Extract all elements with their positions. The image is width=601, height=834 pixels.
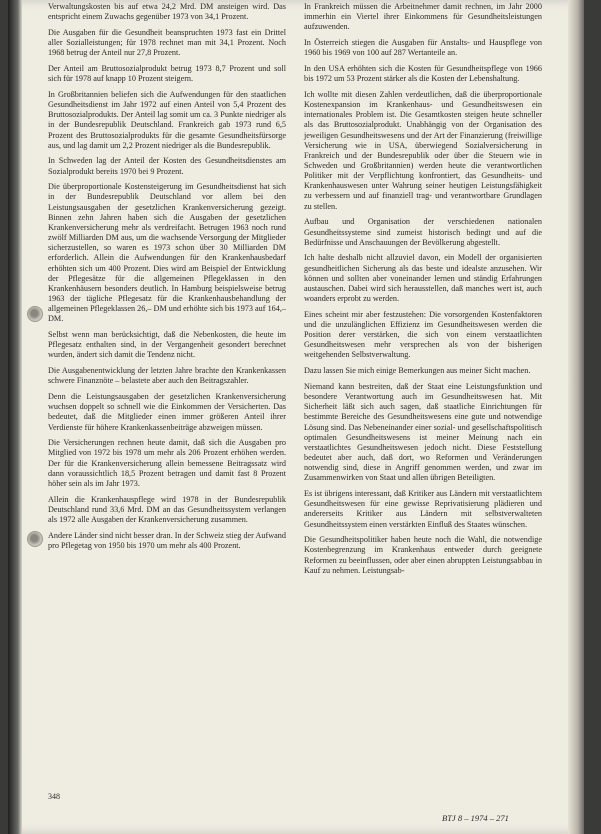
punch-hole	[27, 531, 43, 547]
right-text-column	[304, 2, 542, 582]
paragraph: In Frankreich müssen die Arbeitnehmer damit rechnen, im Jahr 2000 immerhin ein Viertel ihrer Einkommens für Gesundheitsleistungen aufzuwenden.	[304, 2, 542, 32]
paragraph: Eines scheint mir aber festzustehen: Die vorsorgenden Kostenfaktoren und die unzulänglichen Effizienz im Gesundheitswesen werden die Position derer verstärken, die sich von einem verstaatlichten Gesundheitswesen mehr versprechen als von der bisherigen weitgehenden Selbstverwaltung.	[304, 309, 542, 360]
paragraph: Denn die Leistungsausgaben der gesetzlichen Krankenversicherung wuchsen doppelt so schnell wie die Einkommen der Versicherten. Das bedeutet, daß die Mitglieder einen immer größeren Anteil ihrer Verdienste für höhere Krankenkassenbeiträge abzweigen müssen.	[48, 392, 286, 432]
paragraph: In Schweden lag der Anteil der Kosten des Gesundheitsdienstes am Sozialprodukt bereits 1970 bei 9 Prozent.	[48, 156, 286, 176]
paragraph: Niemand kann bestreiten, daß der Staat eine Leistungsfunktion und besondere Verantwortung auch im Gesundheitswesen hat. Mit Sicherheit läßt sich auch sagen, daß staatliche Einrichtungen für bestimmte Bereiche des Gesundheitswesens eine gute und notwendige Lösung sind. Das Nebeneinander einer sozial- und gesellschaftspolitisch optimalen Gesundheitswesens ist meiner Meinung nach ein verstaatlichtes Gesundheitswesen jedoch nicht. Diese Feststellung bedeutet aber auch, daß dort, wo Reformen und Veränderungen notwendig sind, diese in Angriff genommen werden, und zwar im Zusammenwirken von Staat und allen übrigen Beteiligten.	[304, 381, 542, 483]
paragraph: In Österreich stiegen die Ausgaben für Anstalts- und Hauspflege von 1960 bis 1969 von 100 auf 287 Wertanteile an.	[304, 38, 542, 58]
paragraph: Es ist übrigens interessant, daß Kritiker aus Ländern mit verstaatlichtem Gesundheitswesen für eine gewisse Reprivatisierung plädieren und andererseits Kritiker aus Ländern mit selbstverwalteten Gesundheitssystem einen verstärkten Einfluß des Staates wünschen.	[304, 489, 542, 529]
paragraph: Die Gesundheitspolitiker haben heute noch die Wahl, die notwendige Kostenbegrenzung im Krankenhaus entweder durch geeignete Reformen zu beeinflussen, oder aber einen abruppten Leistungsabbau in Kauf zu nehmen. Leistungsab-	[304, 535, 542, 575]
paragraph: Ich halte deshalb nicht allzuviel davon, ein Modell der organisierten gesundheitlichen Sicherung als das beste und idealste anzusehen. Wir können und sollten aber voneinander lernen und ständig Erfahrungen austauschen. Dabei wird sich herausstellen, daß manches wert ist, auch woanders erprobt zu werden.	[304, 253, 542, 304]
paragraph: Die Ausgabenentwicklung der letzten Jahre brachte den Krankenkassen schwere Finanznöte – belastete aber auch den Beitragszahler.	[48, 366, 286, 386]
punch-hole	[27, 306, 43, 322]
paragraph: Verwaltungskosten bis auf etwa 24,2 Mrd. DM ansteigen wird. Das entspricht einem Zuwachs gegenüber 1973 von 34,1 Prozent.	[48, 2, 286, 22]
paragraph: Dazu lassen Sie mich einige Bemerkungen aus meiner Sicht machen.	[304, 366, 531, 376]
page-number: 348	[48, 792, 60, 801]
paragraph: In Großbritannien beliefen sich die Aufwendungen für den staatlichen Gesundheitsdienst im Jahr 1972 auf einen Anteil von 5,4 Prozent des Bruttosozialprodukts. Der Anteil lag somit um ca. 3 Punkte niedriger als in der Bundesrepublik Deutschland. Frankreich gab 1973 rund 6,5 Prozent des Bruttosozialprodukts für die gesamte Gesundheitsfürsorge aus, und lag damit um 2,2 Prozent niedriger als die Bundesrepublik.	[48, 89, 286, 150]
page-edge	[568, 0, 584, 834]
paragraph: Die Versicherungen rechnen heute damit, daß sich die Ausgaben pro Mitglied von 1972 bis 1978 um mehr als 206 Prozent erhöhen werden. Der für die Krankenversicherung allein bemessene Beitragssatz wird dann voraussichtlich 18,5 Prozent betragen und damit fast 8 Prozent höher sein als im Jahr 1973.	[48, 438, 286, 488]
paragraph: Der Anteil am Bruttosozialprodukt betrug 1973 8,7 Prozent und soll sich für 1978 auf knapp 10 Prozent steigern.	[48, 63, 286, 84]
left-text-column	[48, 2, 286, 557]
paragraph: Selbst wenn man berücksichtigt, daß die Nebenkosten, die heute im Pflegesatz enthalten sind, in der Vergangenheit gesondert berechnet wurden, ändert sich damit die Tendenz nicht.	[48, 330, 286, 360]
paragraph: Allein die Krankenhauspflege wird 1978 in der Bundesrepublik Deutschland rund 33,6 Mrd. DM an das Gesundheitssystem verlangen als 1972 alle Ausgaben der Krankenversicherung zusammen.	[48, 494, 286, 524]
binding-gutter	[8, 0, 22, 834]
paragraph: Aufbau und Organisation der verschiedenen nationalen Gesundheitssysteme sind zumeist historisch bedingt und auf die Bedürfnisse und Anschauungen der Bevölkerung abgestellt.	[304, 217, 542, 247]
issue-footer: BTJ 8 – 1974 – 271	[442, 813, 509, 823]
paragraph: Die überproportionale Kostensteigerung im Gesundheitsdienst hat sich in der Bundesrepublik Deutschland vor allem bei den Leistungsausgaben der gesetzlichen Krankenversicherung gezeigt. Binnen zehn Jahren haben sich die Ausgaben der gesetzlichen Krankenversicherung mehr als verdreifacht. Betrugen 1963 noch rund zwölf Milliarden DM aus, um die wachsende Versorgung der Mitglieder sicherzustellen, so waren es 1973 schon über 30 Milliarden DM erforderlich. Allein die Aufwendungen für den Krankenhausbedarf erhöhten sich um 400 Prozent. Dies wird am Beispiel der Entwicklung der Pflegesätze für die allgemeinen Pflegeklassen in den Krankenhäusern besonders deutlich. In Hamburg beispielsweise betrug 1963 der tägliche Pflegesatz für die Krankenhausbehandlung der allgemeinen Pflegeklassen 26,– DM und erhöhte sich bis 1973 auf 164,– DM.	[48, 182, 286, 324]
paragraph: Andere Länder sind nicht besser dran. In der Schweiz stieg der Aufwand pro Pflegetag von 1950 bis 1970 um mehr als 400 Prozent.	[48, 530, 286, 550]
paragraph: Die Ausgaben für die Gesundheit beanspruchten 1973 fast ein Drittel aller Sozialleistungen; für 1978 rechnet man mit 34,1 Prozent. Noch 1968 betrug der Anteil nur 27,8 Prozent.	[48, 27, 286, 58]
paragraph: In den USA erhöhten sich die Kosten für Gesundheitspflege von 1966 bis 1972 um 53 Prozent stärker als die Kosten der Lebenshaltung.	[304, 63, 542, 84]
paragraph: Ich wollte mit diesen Zahlen verdeutlichen, daß die überproportionale Kostenexpansion im Krankenhaus- und Gesundheitswesen ein internationales Problem ist. Die Gesamtkosten steigen heute schneller als das Bruttosozialprodukt. Unabhängig von der Organisation des jeweiligen Gesundheitswesens und der Art der Finanzierung (freiwillige Versicherung wie in USA, überwiegend Sozialversicherung in Frankreich und der Bundesrepublik oder über die Steuern wie in Schweden und Großbritannien) werden heute die verantwortlichen Politiker mit der Verpflichtung konfrontiert, das Gesundheits- und Krankenhauswesen unter Wahrung seiner heutigen Leistungsfähigkeit zu verbessern und auf finanziell trag- und verantwortbare Grundlagen zu stellen.	[304, 89, 542, 211]
document-page	[8, 0, 584, 834]
